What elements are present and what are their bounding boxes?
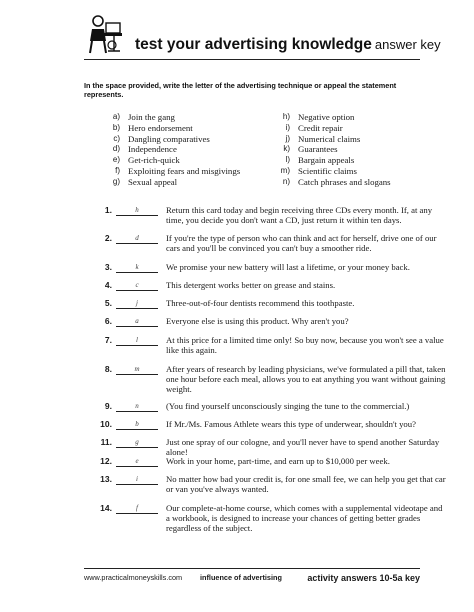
question-text: Return this card today and begin receiving three CDs every month. If, at any time, you decide you don't want a CD, just return it within ten days. [166,205,433,226]
question-number: 9. [104,401,112,411]
question-item [86,401,446,412]
answer-letter: c [135,281,139,289]
technique-letter: h) [282,112,290,121]
question-item [86,316,446,327]
bottom-divider [84,568,420,569]
technique-label: Sexual appeal [128,176,178,187]
answer-blank [116,205,158,216]
question-item [86,364,446,395]
technique-letter: f) [115,165,120,175]
top-divider [84,59,420,60]
technique-label: Join the gang [128,112,175,122]
question-number: 6. [104,316,112,326]
answer-blank [116,364,158,375]
question-number: 5. [104,298,112,308]
subtitle-text: answer key [374,37,441,52]
question-text: Three-out-of-four dentists recommend this toothpaste. [166,298,355,308]
question-item [86,474,446,494]
answer-blank [116,280,158,291]
answer-letter: e [135,457,139,465]
question-number: 8. [104,364,112,374]
question-number: 7. [104,335,112,345]
technique-label: Get-rich-quick [128,155,180,166]
technique-item [100,123,240,134]
footer-section: influence of advertising [200,573,282,582]
technique-label: Exploiting fears and misgivings [128,165,241,176]
answer-blank [116,503,158,514]
answer-letter: k [135,263,139,271]
technique-label: Numerical claims [298,133,361,144]
technique-letter: l) [285,155,290,165]
question-item [86,456,446,467]
technique-letter: e) [112,155,120,165]
question-number: 12. [100,456,112,466]
answer-letter: b [135,420,139,428]
question-item [86,437,446,457]
technique-letter: m) [280,165,290,175]
question-text: We promise your new battery will last a lifetime, or your money back. [166,262,410,272]
techniques-list-right [270,112,391,188]
technique-letter: b) [112,122,120,132]
instructions: In the space provided, write the letter of the advertising technique or appeal the statement represents. [84,81,397,99]
technique-letter: k) [283,144,290,154]
question-item [86,280,446,291]
question-text: If you're the type of person who can think and act for herself, drive one of our cars and you'll be convinced you can't buy a smoother ride. [166,233,437,254]
answer-blank [116,419,158,430]
technique-label: Dangling comparatives [128,133,210,144]
answer-blank [116,474,158,485]
question-number: 10. [100,419,112,429]
footer-url: www.practicalmoneyskills.com [84,573,183,582]
question-number: 4. [104,280,112,290]
question-text: After years of research by leading physicians, we've formulated a pill that, taken one hour before each meal, allows you to eat anything you want without gaining weight. [166,364,446,395]
technique-letter: i) [285,122,290,132]
technique-letter: n) [282,176,290,186]
technique-label: Guarantees [298,144,338,155]
technique-item [270,155,391,166]
answer-blank [116,298,158,309]
answer-blank [116,456,158,467]
technique-item [100,166,240,177]
answer-letter: h [135,206,139,214]
question-number: 13. [100,474,112,484]
techniques-list-left [100,112,240,188]
answer-letter: g [135,438,139,446]
person-at-desk-logo-icon [84,13,128,57]
question-number: 14. [100,503,112,513]
question-number: 2. [104,233,112,243]
technique-item [270,144,391,155]
question-item [86,233,446,253]
answer-blank [116,262,158,273]
question-text: No matter how bad your credit is, for one small fee, we can help you get that car or van you've always wanted. [166,474,446,495]
title-text: test your advertising knowledge [135,36,372,53]
technique-item [100,155,240,166]
answer-letter: l [136,336,138,344]
technique-item [100,177,240,188]
question-number: 3. [104,262,112,272]
answer-blank [116,437,158,448]
technique-label: Independence [128,144,177,155]
technique-item [270,123,391,134]
technique-label: Scientific claims [298,165,357,176]
question-text: At this price for a limited time only! So buy now, because you won't see a value like this again. [166,335,444,356]
technique-letter: j) [285,133,290,143]
answer-letter: n [135,402,139,410]
technique-label: Bargain appeals [298,155,355,166]
question-text: Work in your home, part-time, and earn up to $10,000 per week. [166,456,390,466]
technique-letter: a) [112,112,120,121]
technique-letter: g) [112,176,120,186]
question-text: If Mr./Ms. Famous Athlete wears this type of underwear, shouldn't you? [166,419,416,429]
answer-blank [116,233,158,244]
technique-item [270,134,391,145]
footer-activity: activity answers 10-5a key [307,573,420,583]
technique-item [270,112,391,123]
technique-letter: c) [113,133,120,143]
question-item [86,298,446,309]
technique-item [100,134,240,145]
question-text: Just one spray of our cologne, and you'll never have to spend another Saturday alone! [166,437,440,458]
question-number: 1. [104,205,112,215]
answer-letter: j [136,299,138,307]
answer-letter: d [135,234,139,242]
question-item [86,205,446,225]
answer-letter: i [136,475,138,483]
question-text: This detergent works better on grease and stains. [166,280,336,290]
technique-label: Hero endorsement [128,122,193,133]
answer-blank [116,335,158,346]
question-item [86,335,446,355]
technique-label: Catch phrases and slogans [298,176,391,187]
technique-letter: d) [112,144,120,154]
technique-item [270,166,391,177]
question-item [86,262,446,273]
technique-item [270,177,391,188]
answer-letter: a [135,317,139,325]
answer-letter: f [136,504,138,512]
question-text: (You find yourself unconsciously singing the tune to the commercial.) [166,401,410,411]
question-number: 11. [100,437,112,447]
technique-label: Negative option [298,112,355,122]
technique-label: Credit repair [298,122,343,133]
technique-item [100,144,240,155]
question-item [86,419,446,430]
answer-blank [116,401,158,412]
technique-item [100,112,240,123]
question-text: Our complete-at-home course, which comes with a supplemental videotape and a workbook, is designed to increase your chances of getting better grades regardless of the subject. [166,503,443,534]
answer-blank [116,316,158,327]
question-text: Everyone else is using this product. Why aren't you? [166,316,349,326]
page-title [135,36,441,54]
question-item [86,503,446,534]
answer-letter: m [134,365,140,373]
